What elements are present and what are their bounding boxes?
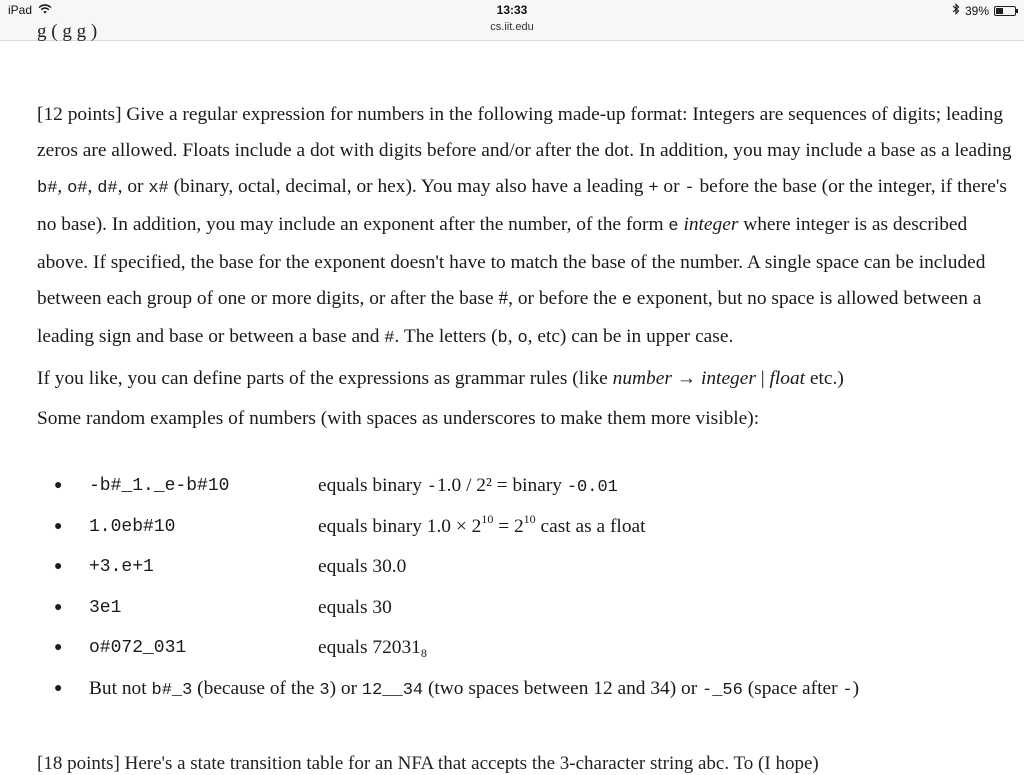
bullet-icon: ● [54, 640, 63, 656]
example-code: 3e1 [89, 597, 122, 618]
code-e: e [668, 217, 679, 236]
code-e: e [621, 291, 632, 310]
text: (because of the [192, 677, 320, 699]
grammar-hint [37, 361, 1022, 397]
text: , [507, 326, 518, 347]
example-desc: equals 30 [318, 596, 392, 618]
code-minus: - [842, 680, 853, 700]
text: [12 points] Give a regular expression for numbers in the following made-up format: Integers are sequences of digits; leading zeros are allowed. Floats include a dot with digits before and/or after the dot. In addition, you may include a base as a leading [37, 104, 1012, 161]
text: ) [852, 677, 860, 699]
text: equals binary [318, 475, 427, 496]
code-x-hash: x# [148, 179, 169, 198]
text: cast as a float [535, 515, 646, 537]
text: where integer is as described above. If specified, the base for the exponent doesn't have to match the base of the number. A single space can be included between each group of one or more digits, or after the base #, or before the [37, 214, 986, 309]
examples-list [37, 466, 1022, 710]
device-label: iPad [8, 3, 33, 17]
status-right [952, 3, 1016, 18]
example-code: +3.e+1 [89, 557, 154, 578]
arrow-symbol: → [671, 368, 701, 389]
bullet-icon: ● [54, 559, 63, 575]
clock: 13:33 [496, 3, 528, 17]
bar-symbol: | [755, 368, 770, 389]
code-o-hash: o# [67, 179, 88, 198]
code-minus: - [426, 478, 437, 497]
text: 1.0 / 2² = binary [436, 475, 567, 496]
code-minus: - [684, 179, 695, 198]
question-paragraph [37, 97, 1022, 357]
code-value: 3 [319, 680, 330, 700]
italic-number: number [612, 368, 672, 389]
text: before the base (or the integer, if there's no base). In addition, you may include an exponent after the number, of the form [37, 176, 1007, 235]
text: . The letters ( [394, 326, 498, 347]
text: equals binary 1.0 × 2 [318, 515, 482, 537]
battery-level [996, 8, 1003, 14]
example-code: o#072_031 [89, 638, 187, 659]
list-item [37, 547, 1022, 588]
list-item [37, 669, 1022, 710]
text: But not [89, 677, 152, 699]
exponent: 10 [481, 511, 494, 526]
code-b-hash: b# [37, 179, 58, 198]
text: or [658, 176, 685, 197]
status-bar [0, 0, 1024, 41]
bullet-icon: ● [54, 680, 63, 696]
battery-icon [994, 6, 1016, 16]
text: etc.) [805, 368, 844, 389]
text: exponent, but no space is allowed between a leading sign and base or between a base and [37, 288, 982, 347]
code-value: -0.01 [566, 478, 618, 497]
text: equals 72031 [318, 637, 421, 659]
example-desc [318, 507, 646, 547]
text: (two spaces between 12 and 34) or [423, 677, 703, 699]
bullet-icon: ● [54, 518, 63, 534]
italic-float: float [769, 368, 806, 389]
text: If you like, you can define parts of the expressions as grammar rules (like [37, 368, 613, 389]
italic-integer: integer [700, 368, 756, 389]
example-code: 1.0eb#10 [89, 516, 176, 537]
text: , etc) can be in upper case. [527, 326, 734, 347]
text: = 2 [493, 515, 524, 537]
bullet-icon: ● [54, 599, 63, 615]
list-item [37, 466, 1022, 507]
counter-examples [89, 669, 859, 711]
code-d-hash: d# [97, 179, 118, 198]
code-b: b [497, 329, 508, 348]
text: , [87, 176, 98, 197]
text: , [57, 176, 68, 197]
list-item [37, 588, 1022, 629]
example-desc: equals 30.0 [318, 556, 407, 578]
example-code: -b#_1._e-b#10 [89, 476, 230, 496]
example-desc [318, 628, 427, 668]
code-hash: # [384, 329, 395, 348]
example-desc [318, 466, 618, 508]
code-value: 12__34 [361, 680, 424, 700]
url-address[interactable]: cs.iit.edu [490, 21, 534, 33]
question-body [37, 97, 1022, 437]
cut-off-previous-line: g ( g g ) [37, 21, 98, 42]
subscript-base: 8 [420, 646, 427, 661]
text: (space after [742, 677, 843, 699]
bluetooth-icon [952, 3, 960, 18]
list-item [37, 628, 1022, 669]
bullet-icon: ● [54, 478, 63, 493]
exponent: 10 [523, 511, 536, 526]
text: (binary, octal, decimal, or hex). You may also have a leading [168, 176, 649, 197]
code-value: b#_3 [151, 680, 193, 700]
code-value: -_56 [702, 680, 743, 700]
text: , or [117, 176, 149, 197]
text: ) or [329, 677, 362, 699]
code-o: o [517, 329, 528, 348]
italic-integer: integer [683, 214, 739, 235]
cut-off-next-question: [18 points] Here's a state transition table for an NFA that accepts the 3-character string abc. To (I hope) [37, 753, 819, 774]
examples-intro: Some random examples of numbers (with spaces as underscores to make them more visible): [37, 408, 760, 429]
battery-percent: 39% [964, 3, 989, 18]
code-plus: + [648, 179, 659, 198]
list-item [37, 507, 1022, 548]
